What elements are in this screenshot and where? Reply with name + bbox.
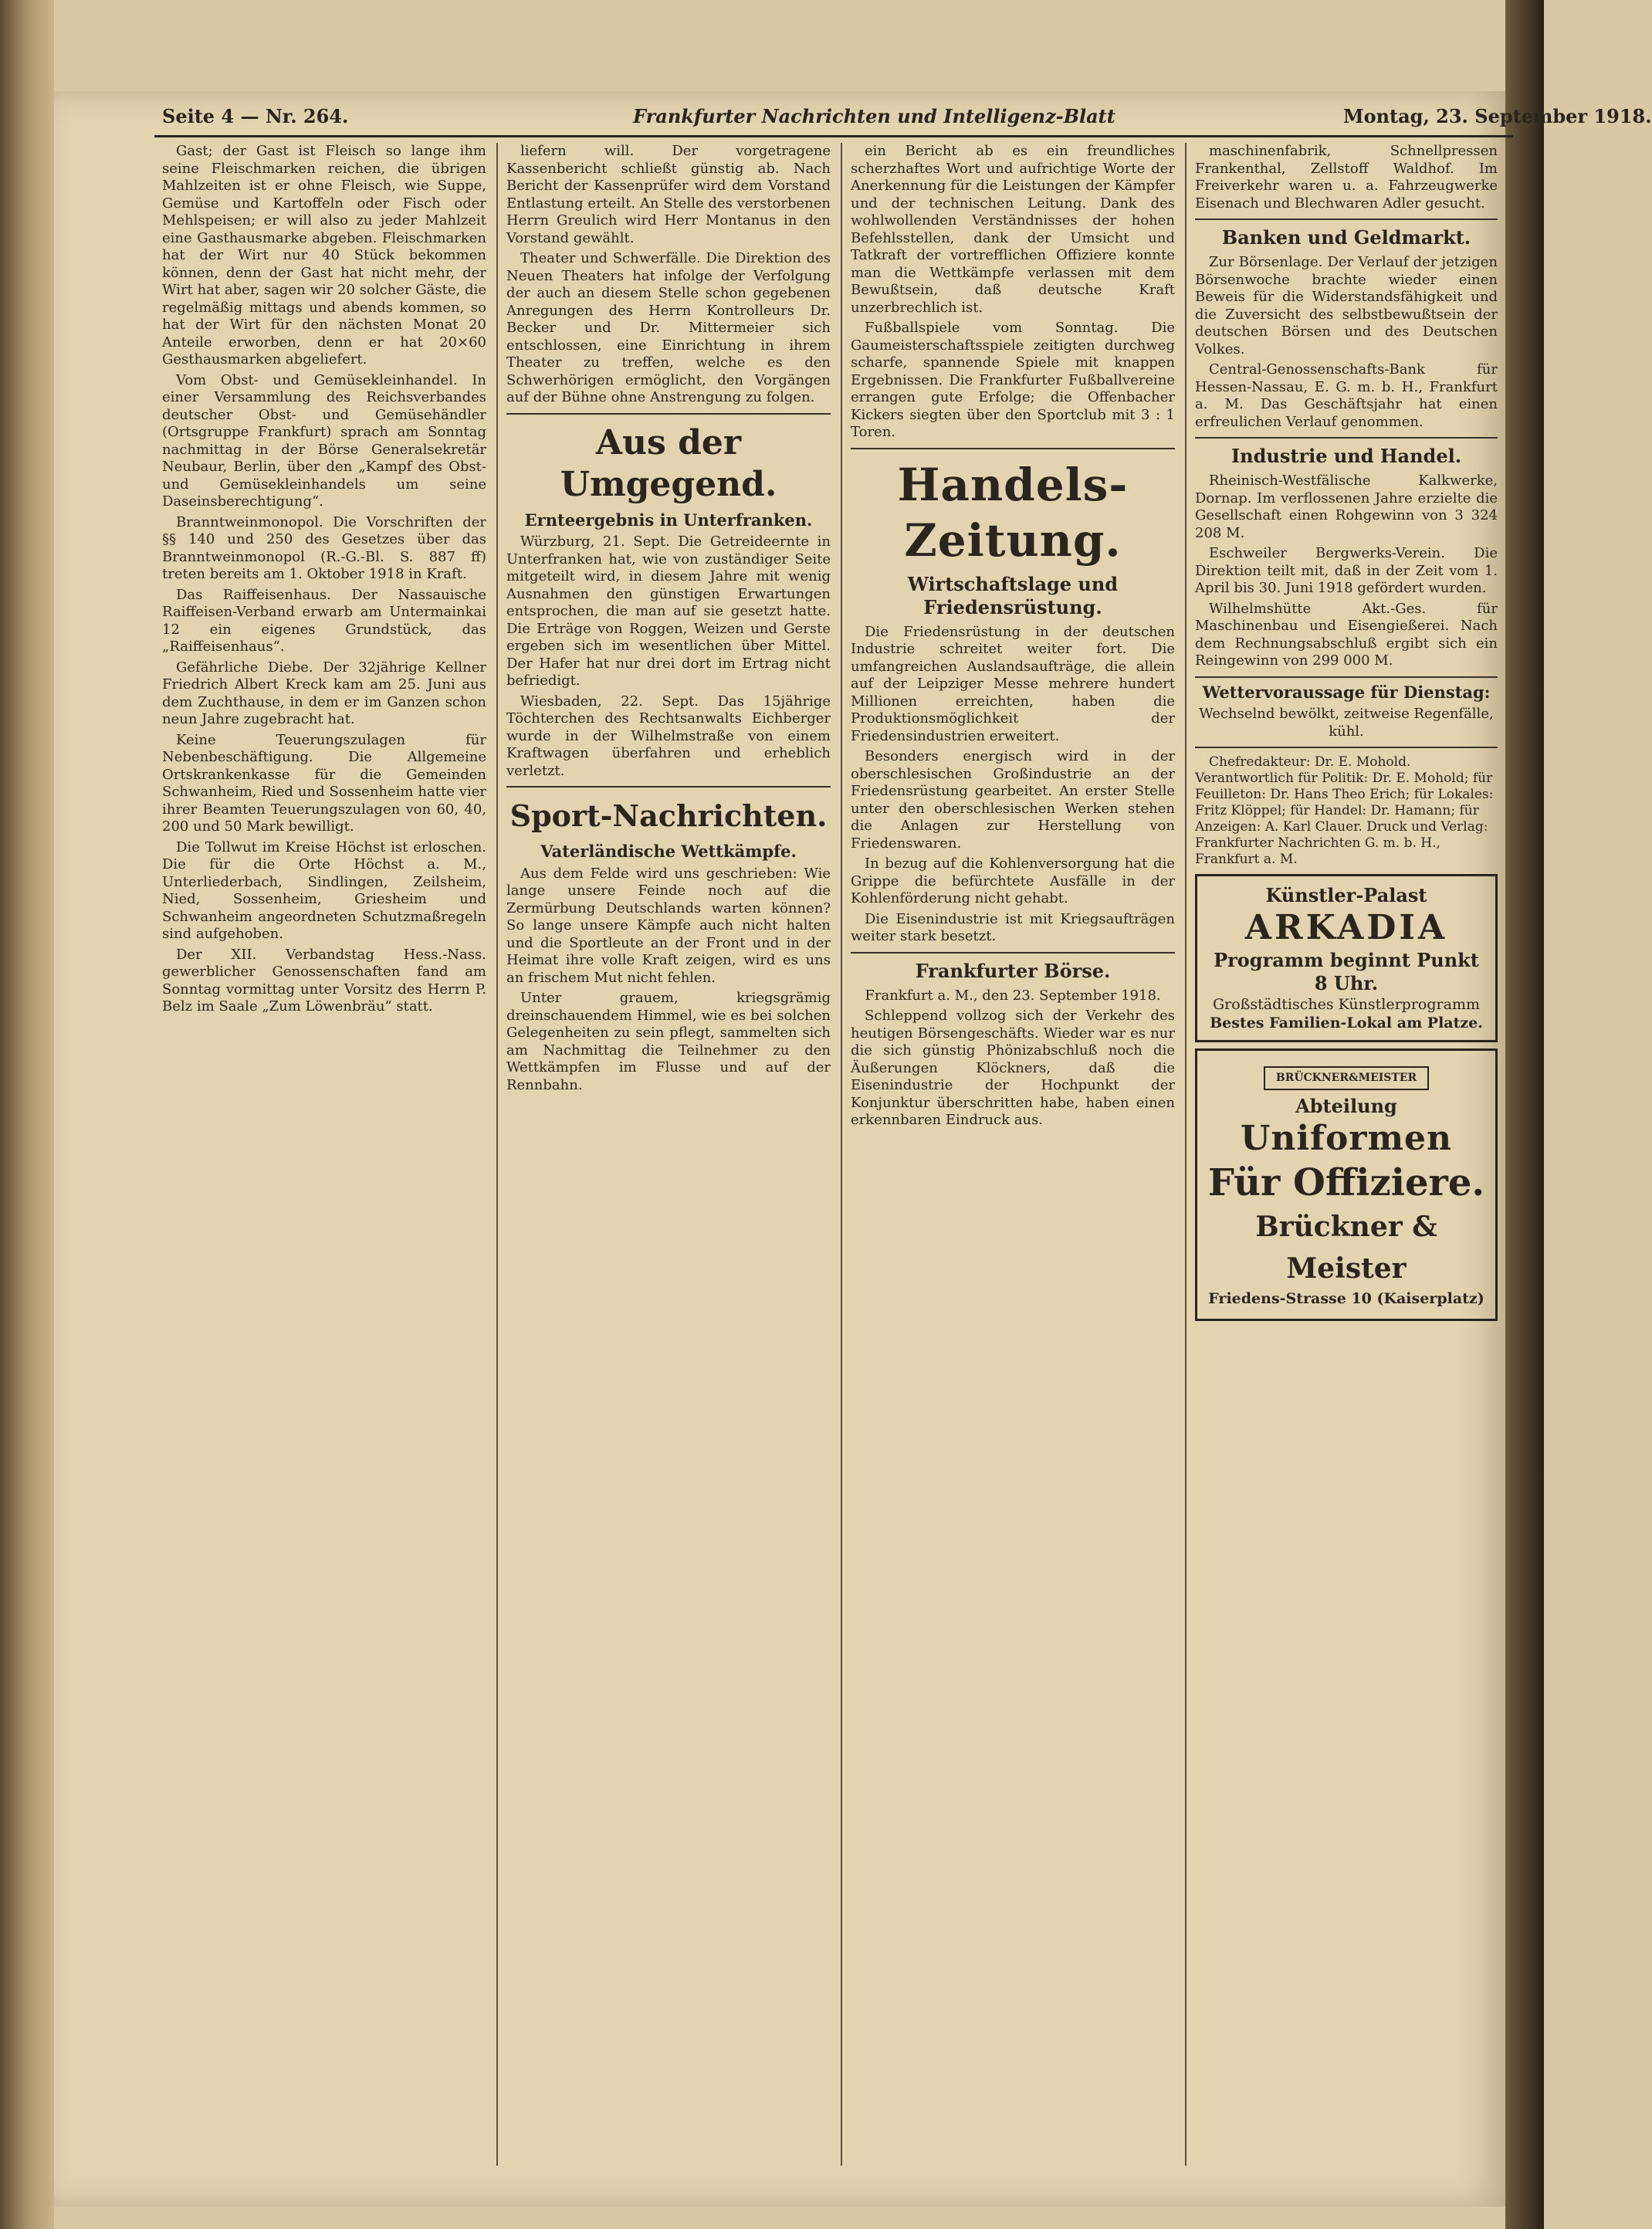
article: Central-Genossenschafts-Bank für Hessen-Nassau, E. G. m. b. H., Frankfurt a. M. Das Geschäftsjahr hat einen erfreulichen Verlauf genommen. [1195,361,1498,430]
weather-title: Wettervoraussage für Dienstag: [1202,682,1491,702]
article: Vom Obst- und Gemüsekleinhandel. In einer Versammlung des Reichsverbandes deutscher Obst- und Gemüsehändler (Ortsgruppe Frankfurt) sprach am Sonntag nachmittag in der Börse Generalsekretär Neubaur, Berlin, über den „Kampf des Obst- und Gemüsekleinhandels um seine Daseinsberechtigung“. [162,371,486,510]
section-title: Industrie und Handel. [1231,445,1462,467]
section-title: Aus der Umgegend. [560,422,777,504]
ad-brand: Brückner & Meister [1255,1210,1437,1285]
ad-line: Programm beginnt Punkt 8 Uhr. [1214,949,1479,994]
section-title: Sport-Nachrichten. [509,798,828,833]
divider [1195,218,1498,220]
article: Wilhelmshütte Akt.-Ges. für Maschinenbau und Eisengießerei. Nach dem Rechnungsabschluß ergibt sich ein Reingewinn von 299 000 M. [1195,600,1498,669]
article: maschinenfabrik, Schnellpressen Frankenthal, Zellstoff Waldhof. Im Freiverkehr waren u. a. Fahrzeugwerke Eisenach und Blechwaren Adler gesucht. [1195,143,1498,212]
column-rule [1185,143,1187,2166]
article: Theater und Schwerfälle. Die Direktion des Neuen Theaters hat infolge der Verfolgung der auch an diesem Stelle schon gegebenen Anregungen des Herrn Kontrolleurs Dr. Becker und Dr. Mittermeier sich entschlossen, eine Einrichtung in ihrem Theater zu treffen, welche es den Schwerhörigen ermöglicht, den Vorgängen auf der Bühne ohne Anstrengung zu folgen. [506,250,831,405]
ad-line: Abteilung [1295,1094,1397,1117]
divider [506,413,831,415]
article: Gast; der Gast ist Fleisch so lange ihm seine Fleischmarken reichen, die übrigen Mahlzeiten ist er ohne Fleisch, wie Suppe, Gemüse und Kartoffeln oder Fisch oder Mehlspeisen; er will also zu jeder Mahlzeit eine Gasthausmarke abgeben. Fleischmarken hat der Wirt nur 40 Stück bekommen können, denn der Gast hat nicht mehr, der Wirt hat aber, sagen wir 20 solcher Gäste, die regelmäßig mittags und abends kommen, so hat der Wirt für den nächsten Monat 20 Anteile erworben, denn er hat 20×60 Gesthausmarken abgeliefert. [162,143,486,368]
page-edge [1505,0,1544,2229]
divider [506,786,831,788]
arkadia-advertisement [1195,874,1498,1042]
article: Branntweinmonopol. Die Vorschriften der §§ 140 und 250 des Gesetzes über das Branntweinmonopol (R.-G.-Bl. S. 887 ff) treten bereits am 1. Oktober 1918 in Kraft. [162,513,486,582]
article: Zur Börsenlage. Der Verlauf der jetzigen Börsenwoche brachte wieder einen Beweis für die Widerstandsfähigkeit und die Zuversicht des selbstbewußtsein der deutschen Börsen und des Deutschen Volkes. [1195,254,1498,357]
divider [851,952,1175,954]
column-3 [851,143,1175,2166]
article: In bezug auf die Kohlenversorgung hat die Grippe die befürchtete Ausfälle in der Kohlenförderung nicht gehabt. [851,855,1175,906]
column-rule [496,143,498,2166]
article: Aus dem Felde wird uns geschrieben: Wie lange unsere Feinde noch auf die Zermürbung Deutschlands warten können? So lange unsere Kämpfe auch nicht halten und die Sportleute an der Front und in der Heimat ihre volle Kraft zeigen, wird es uns an frischem Mut nicht fehlen. [506,865,831,986]
uniform-advertisement [1195,1048,1498,1321]
column-4 [1195,143,1498,2166]
ad-line: Künstler-Palast [1265,884,1427,906]
divider [1195,676,1498,678]
article: ein Bericht ab es ein freundliches scherzhaftes Wort und aufrichtige Worte der Anerkennung für die Leistungen der Kämpfer und der technischen Leitung. Dank des wohlwollenden Verständnisses der hohen Befehlsstellen, dank der Umsicht und Tatkraft der vortrefflichen Offiziere konnte man die Wettkämpfe verlassen mit dem Bewußtsein, daß deutsche Kraft unzerbrechlich ist. [851,143,1175,316]
article: Würzburg, 21. Sept. Die Getreideernte in Unterfranken hat, wie von zuständiger Seite mitgeteilt wird, in diesem Jahre mit wenig Ausnahmen den günstigen Erwartungen entsprochen, die man auf sie gesetzt hatte. Die Erträge von Roggen, Weizen und Gerste ergeben sich im wesentlichen über Mittel. Der Hafer hat nur drei dort im Ertrag nicht befriedigt. [506,534,831,689]
ad-address: Friedens-Strasse 10 (Kaiserplatz) [1208,1289,1484,1307]
ad-line: Großstädtisches Künstlerprogramm [1213,996,1480,1013]
article: Schleppend vollzog sich der Verkehr des heutigen Börsengeschäfts. Wieder war es nur die sich günstig Phönizabschluß noch die Äußerungen Klöckners, daß die Eisenindustrie der Hochpunkt der Konjunktur überschritten habe, haben einen erkennbaren Eindruck aus. [851,1008,1175,1128]
article: Keine Teuerungszulagen für Nebenbeschäftigung. Die Allgemeine Ortskrankenkasse für die Gemeinden Schwanheim, Ried und Sossenheim hatte vier ihrer Beamten Teuerungszulagen von 60, 40, 200 und 50 Mark bewilligt. [162,731,486,835]
header-rule [154,135,1513,137]
section-title: Banken und Geldmarkt. [1221,226,1471,249]
divider [1195,747,1498,748]
section-title: Handels-Zeitung. [897,458,1129,567]
masthead: Frankfurter Nachrichten und Intelligenz-Blatt [633,105,1115,127]
article: Rheinisch-Westfälische Kalkwerke, Dornap. Im verflossenen Jahre erzielte die Gesellschaft einen Rohgewinn von 3 324 208 M. [1195,473,1498,541]
article: Das Raiffeisenhaus. Der Nassauische Raiffeisen-Verband erwarb am Untermainkai 12 ein eigenes Grundstück, das „Raiffeisenhaus“. [162,586,486,655]
article: liefern will. Der vorgetragene Kassenbericht schließt günstig ab. Nach Bericht der Kassenprüfer wird dem Vorstand Entlastung erteilt. An Stelle des verstorbenen Herrn Greulich wird Herr Montanus in den Vorstand gewählt. [506,143,831,246]
imprint: Chefredakteur: Dr. E. Mohold. Verantwortlich für Politik: Dr. E. Mohold; für Feuilleton: Dr. Hans Theo Erich; für Lokales: Fritz Klöppel; für Handel: Dr. Hamann; für Anzeigen: A. Karl Clauer. Druck und Verlag: Frankfurter Nachrichten G. m. b. H., Frankfurt a. M. [1195,754,1494,867]
article: Eschweiler Bergwerks-Verein. Die Direktion teilt mit, daß in der Zeit vom 1. April bis 30. Juni 1918 gefördert wurden. [1195,545,1498,596]
article: Der XII. Verbandstag Hess.-Nass. gewerblicher Genossenschaften fand am Sonntag vormittag unter Vorsitz des Herrn P. Belz im Saale „Zum Löwenbräu“ statt. [162,946,486,1015]
section-subtitle: Wirtschaftslage und Friedensrüstung. [907,572,1119,618]
divider [1195,437,1498,439]
column-2 [506,143,831,2166]
section-subtitle: Vaterländische Wettkämpfe. [540,842,797,861]
ad-headline: Für Offiziere. [1207,1160,1485,1204]
article: Die Friedensrüstung in der deutschen Industrie schreitet weiter fort. Die umfangreichen Auslandsaufträge, die allein auf der Leipziger Messe mehrere hundert Millionen erreichten, haben die Produktionsmöglichkeit der Friedensindustrien erweitert. [851,623,1175,744]
article: Wiesbaden, 22. Sept. Das 15jährige Töchterchen des Rechtsanwalts Eichberger wurde in der Wilhelmstraße von einem Kraftwagen überfahren und erheblich verletzt. [506,693,831,779]
ad-line: Bestes Familien-Lokal am Platze. [1210,1015,1483,1032]
page-number: Seite 4 — Nr. 264. [162,105,349,127]
section-title: Frankfurter Börse. [915,959,1111,982]
article: Die Eisenindustrie ist mit Kriegsaufträgen weiter stark besetzt. [851,910,1175,944]
article: Fußballspiele vom Sonntag. Die Gaumeisterschaftsspiele zeitigten durchweg scharfe, spannende Spiele mit knappen Ergebnissen. Die Frankfurter Fußballvereine errangen gute Erfolge; die Offenbacher Kickers siegten über den Sportclub mit 3 : 1 Toren. [851,320,1175,440]
page-header [154,100,1652,131]
article: Besonders energisch wird in der oberschlesischen Großindustrie an der Friedensrüstung gearbeitet. An erster Stelle unter den oberschlesischen Werken stehen die Anlagen zur Herstellung von Friedenswaren. [851,748,1175,852]
book-binding [0,0,54,2229]
article: Die Tollwut im Kreise Höchst ist erloschen. Die für die Orte Höchst a. M., Unterliederbach, Sindlingen, Zeilsheim, Nied, Sossenheim, Griesheim und Schwanheim angeordneten Schutzmaßregeln sind aufgehoben. [162,838,486,942]
company-logo: BRÜCKNER&MEISTER [1264,1066,1429,1090]
article: Unter grauem, kriegsgrämig dreinschauendem Himmel, wie es bei solchen Gelegenheiten zu sein pflegt, sammelten sich am Nachmittag die Teilnehmer zu den Wettkämpfen im Flusse und auf der Rennbahn. [506,990,831,1093]
column-rule [841,143,842,2166]
article: Gefährliche Diebe. Der 32jährige Kellner Friedrich Albert Kreck kam am 25. Juni aus dem Zuchthause, in dem er im Ganzen schon neun Jahre zugebracht hat. [162,659,486,727]
dateline: Frankfurt a. M., den 23. September 1918. [865,987,1161,1004]
section-subtitle: Ernteergebnis in Unterfranken. [524,510,813,530]
divider [851,448,1175,449]
weather-text: Wechselnd bewölkt, zeitweise Regenfälle, kühl. [1199,706,1494,740]
ad-headline: ARKADIA [1244,908,1448,947]
date-line: Montag, 23. September 1918. [1343,105,1652,127]
column-1 [162,143,486,2166]
ad-headline: Uniformen [1240,1118,1453,1158]
